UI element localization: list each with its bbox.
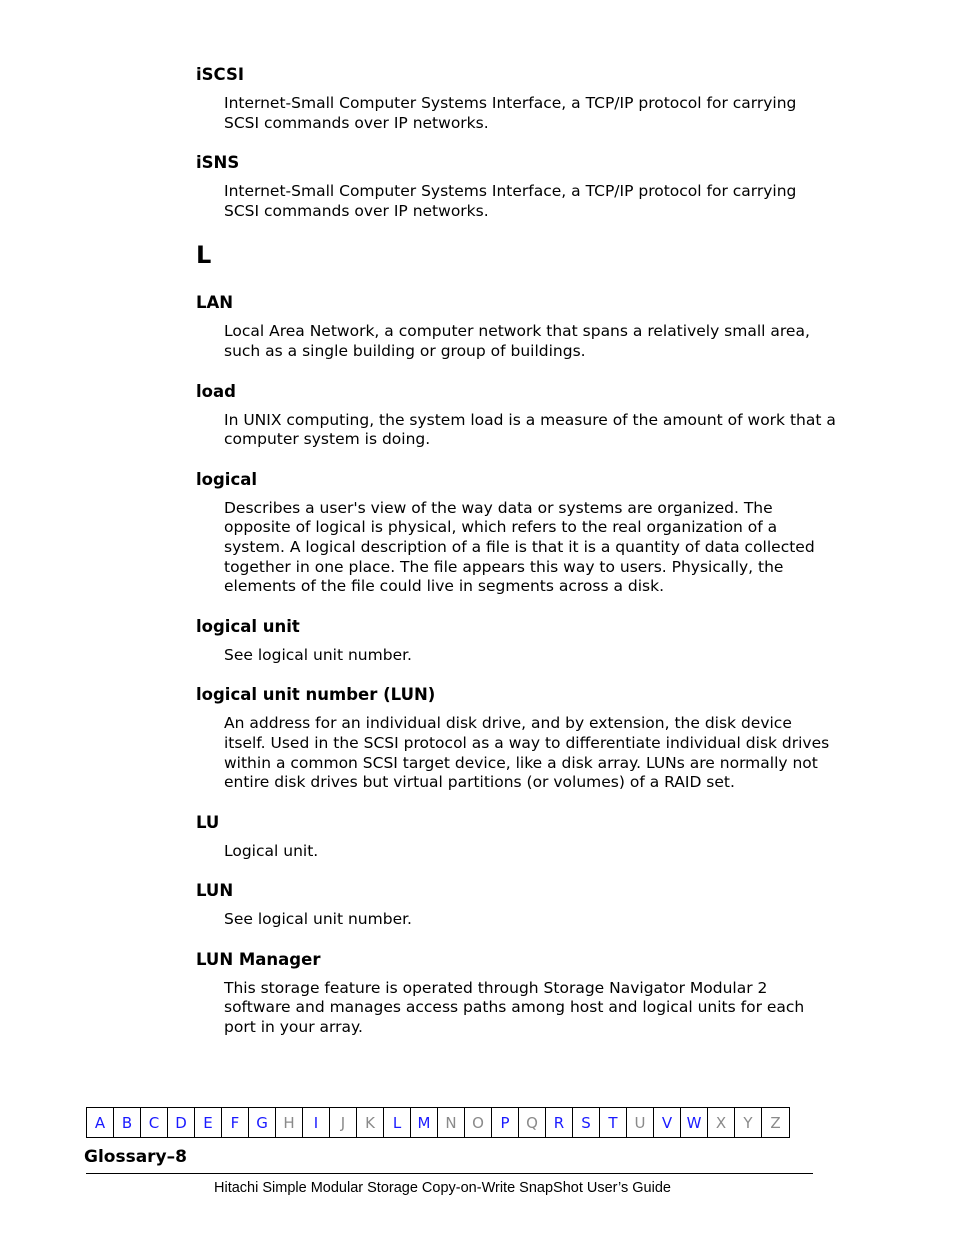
glossary-term: LU [196,812,220,832]
glossary-entry [196,617,836,666]
index-letter-z: Z [770,1113,781,1132]
glossary-entry [196,470,836,597]
page-number: Glossary–8 [84,1147,187,1167]
glossary-term: LUN [196,881,234,901]
glossary-entries [196,293,836,1037]
glossary-entries-before [196,65,836,221]
index-letter-q: Q [519,1108,546,1137]
glossary-term: load [196,381,236,401]
glossary-definition: Local Area Network, a computer network that spans a relatively small area, such as a single building or group of buildings. [224,322,810,360]
index-letter-b[interactable]: B [114,1108,141,1137]
index-letter-a[interactable]: A [87,1108,114,1137]
glossary-definition: Internet-Small Computer Systems Interface, a TCP/IP protocol for carrying SCSI commands over IP networks. [224,182,797,220]
glossary-term: iSNS [196,153,240,173]
index-letter-j: J [330,1108,357,1137]
glossary-term: LAN [196,293,234,313]
glossary-content [196,65,836,1058]
index-letter-e[interactable]: E [195,1108,222,1137]
index-letter-k: K [357,1108,384,1137]
glossary-definition: This storage feature is operated through Storage Navigator Modular 2 software and manages access paths among host and logical units for each port in your array. [224,978,805,1037]
glossary-definition: See logical unit number. [224,645,412,664]
index-letter-s[interactable]: S [573,1108,600,1137]
glossary-term: logical unit number (LUN) [196,685,436,705]
glossary-entry [196,813,836,862]
alphabet-index-bar [86,1107,790,1138]
index-letter-c[interactable]: C [141,1108,168,1137]
glossary-definition: An address for an individual disk drive, and by extension, the disk device itself. Used in the SCSI protocol as a way to differentiate individual disk drives within a common SCSI target device, like a disk array. LUNs are normally not entire disk drives but virtual partitions (or volumes) of a RAID set. [224,714,830,792]
glossary-entry [196,65,836,133]
index-letter-l[interactable]: L [384,1108,411,1137]
glossary-definition: In UNIX computing, the system load is a measure of the amount of work that a computer system is doing. [224,410,836,449]
index-letter-i[interactable]: I [303,1108,330,1137]
index-letter-w[interactable]: W [681,1108,708,1137]
glossary-entry [196,293,836,361]
footer-divider [86,1173,813,1174]
index-letter-u: U [627,1108,654,1137]
glossary-definition: Logical unit. [224,841,319,860]
index-letter-p[interactable]: P [492,1108,519,1137]
glossary-definition: Internet-Small Computer Systems Interface, a TCP/IP protocol for carrying SCSI commands over IP networks. [224,94,797,132]
glossary-entry [196,685,836,792]
glossary-term: logical unit [196,616,300,636]
index-letter-m[interactable]: M [411,1108,438,1137]
glossary-term: iSCSI [196,65,244,84]
glossary-term: logical [196,469,258,489]
document-title: Hitachi Simple Modular Storage Copy-on-Write SnapShot User’s Guide [214,1180,671,1196]
index-letter-r[interactable]: R [546,1108,573,1137]
section-letter-heading: L [196,241,212,270]
index-letter-h: H [276,1108,303,1137]
glossary-entry [196,881,836,930]
index-letter-f[interactable]: F [222,1108,249,1137]
index-letter-t[interactable]: T [600,1108,627,1137]
glossary-definition: Describes a user's view of the way data or systems are organized. The opposite of logical is physical, which refers to the real organization of a system. A logical description of a file is that it is a quantity of data collected together in one place. The file appears this way to users. Physically, the elements of the file could live in segments across a disk. [224,498,815,596]
index-letter-y: Y [735,1108,762,1137]
index-letter-o: O [465,1108,492,1137]
index-letter-n: N [438,1108,465,1137]
glossary-term: LUN Manager [196,949,321,969]
glossary-entry [196,950,836,1038]
index-letter-d[interactable]: D [168,1108,195,1137]
index-letter-x: X [708,1108,735,1137]
index-letter-g[interactable]: G [249,1108,276,1137]
glossary-entry [196,382,836,450]
index-letter-v[interactable]: V [654,1108,681,1137]
glossary-definition: See logical unit number. [224,910,412,929]
glossary-entry [196,153,836,221]
